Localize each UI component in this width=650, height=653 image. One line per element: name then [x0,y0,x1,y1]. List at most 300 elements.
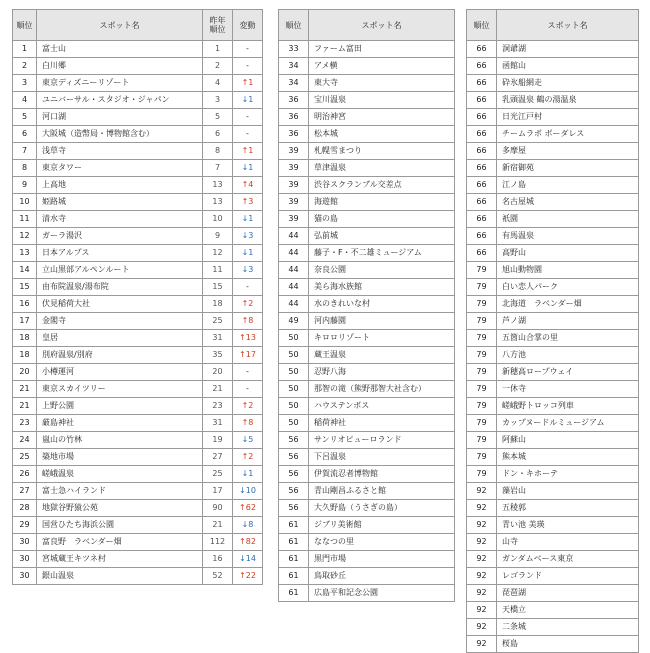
spot-name-cell: 日光江戸村 [497,109,639,126]
table-row [467,126,639,143]
rank-cell: 61 [279,517,309,534]
prev-rank-cell: 19 [203,432,233,449]
change-cell: ↑22 [233,568,263,585]
spot-name-cell: 二条城 [497,619,639,636]
table-row [467,534,639,551]
rank-cell: 79 [467,279,497,296]
rank-cell: 79 [467,296,497,313]
rank-cell: 5 [13,109,37,126]
prev-rank-cell: 31 [203,415,233,432]
rank-cell: 14 [13,262,37,279]
table-row [13,534,263,551]
spot-name-cell: 天橋立 [497,602,639,619]
rank-cell: 20 [13,364,37,381]
table-row [467,143,639,160]
rank-cell: 21 [13,398,37,415]
rank-cell: 79 [467,466,497,483]
rank-cell: 92 [467,602,497,619]
table-row [467,364,639,381]
spot-name-cell: 別府温泉/別府 [37,347,203,364]
table-row [13,364,263,381]
table-row [279,551,455,568]
spot-name-cell: ジブリ美術館 [309,517,455,534]
table-row [13,177,263,194]
table-row [467,75,639,92]
spot-name-cell: 有馬温泉 [497,228,639,245]
prev-rank-cell: 52 [203,568,233,585]
spot-name-cell: 札幌雪まつり [309,143,455,160]
rank-cell: 79 [467,449,497,466]
spot-name-cell: 新穂高ロープウェイ [497,364,639,381]
rank-cell: 39 [279,194,309,211]
rank-cell: 44 [279,279,309,296]
spot-name-cell: キロロリゾート [309,330,455,347]
spot-name-cell: 河内藤園 [309,313,455,330]
rank-cell: 56 [279,432,309,449]
spot-name-cell: 五稜郭 [497,500,639,517]
prev-rank-cell: 6 [203,126,233,143]
spot-name-cell: 広島平和記念公園 [309,585,455,602]
spot-name-cell: 忍野八海 [309,364,455,381]
spot-name-cell: 築地市場 [37,449,203,466]
rank-cell: 44 [279,228,309,245]
table-row [467,262,639,279]
spot-name-cell: カップヌードルミュージアム [497,415,639,432]
table-row [279,534,455,551]
rank-cell: 61 [279,551,309,568]
spot-name-cell: 水のきれいな村 [309,296,455,313]
spot-name-cell: 東京タワー [37,160,203,177]
spot-name-cell: 東京ディズニーリゾート [37,75,203,92]
rank-cell: 36 [279,109,309,126]
table-row [13,194,263,211]
table-row [13,262,263,279]
table-row [279,279,455,296]
change-cell: ↓1 [233,245,263,262]
table-row [467,636,639,653]
rank-cell: 30 [13,534,37,551]
spot-name-cell: 那智の滝（熊野那智大社含む） [309,381,455,398]
table-row [13,432,263,449]
spot-name-cell: 砕氷船網走 [497,75,639,92]
spot-name-cell: ドン・キホーテ [497,466,639,483]
table-row [279,160,455,177]
table-row [279,500,455,517]
rank-cell: 56 [279,500,309,517]
rank-cell: 50 [279,364,309,381]
table-row [467,500,639,517]
ranking-table-3 [466,9,639,653]
spot-name-cell: 伊賀流忍者博物館 [309,466,455,483]
spot-name-cell: サンリオピューロランド [309,432,455,449]
spot-name-cell: ファーム富田 [309,41,455,58]
table-row [279,58,455,75]
table-row [13,228,263,245]
spot-name-cell: 新宿御苑 [497,160,639,177]
rank-cell: 4 [13,92,37,109]
change-cell: - [233,279,263,296]
table-row [13,109,263,126]
spot-name-cell: 藤子・F・不二雄ミュージアム [309,245,455,262]
rank-cell: 7 [13,143,37,160]
spot-name-cell: 一休寺 [497,381,639,398]
table-row [13,41,263,58]
spot-name-cell: 小樽運河 [37,364,203,381]
table-header-row [279,10,455,41]
ranking-table-2 [278,9,455,602]
rank-cell: 39 [279,177,309,194]
prev-rank-cell: 20 [203,364,233,381]
table-row [13,381,263,398]
rank-cell: 50 [279,415,309,432]
prev-rank-cell: 15 [203,279,233,296]
spot-name-cell: 江ノ島 [497,177,639,194]
change-cell: - [233,381,263,398]
prev-rank-cell: 25 [203,313,233,330]
table-row [467,194,639,211]
rank-cell: 92 [467,500,497,517]
spot-name-cell: 猫の島 [309,211,455,228]
table-row [279,364,455,381]
rank-header: 順位 [467,10,497,41]
change-cell: ↑3 [233,194,263,211]
spot-name-cell: 下呂温泉 [309,449,455,466]
rank-cell: 66 [467,126,497,143]
change-cell: ↓1 [233,466,263,483]
change-cell: ↑2 [233,296,263,313]
rank-cell: 66 [467,228,497,245]
spot-name-cell: 鳥取砂丘 [309,568,455,585]
rank-cell: 30 [13,568,37,585]
rank-cell: 66 [467,41,497,58]
rank-cell: 44 [279,262,309,279]
rank-cell: 21 [13,381,37,398]
table-row [13,211,263,228]
change-cell: ↓10 [233,483,263,500]
table-row [279,262,455,279]
spot-name-cell: ハウステンボス [309,398,455,415]
spot-name-cell: ガンダムベース東京 [497,551,639,568]
rank-cell: 79 [467,364,497,381]
table-row [13,517,263,534]
spot-name-cell: ガーラ湯沢 [37,228,203,245]
spot-name-cell: 美ら海水族館 [309,279,455,296]
table-row [13,279,263,296]
prev-rank-cell: 21 [203,517,233,534]
table-row [279,143,455,160]
table-row [467,449,639,466]
rank-cell: 36 [279,126,309,143]
rank-cell: 11 [13,211,37,228]
table-row [13,143,263,160]
rank-cell: 66 [467,245,497,262]
table-row [279,75,455,92]
rank-cell: 66 [467,143,497,160]
rank-cell: 66 [467,211,497,228]
rank-cell: 39 [279,211,309,228]
table-row [279,330,455,347]
table-row [279,466,455,483]
prev-rank-cell: 13 [203,194,233,211]
table-row [279,381,455,398]
table-header-row [467,10,639,41]
spot-name-cell: 洞爺湖 [497,41,639,58]
spot-name-cell: 草津温泉 [309,160,455,177]
spot-name-cell: 奈良公園 [309,262,455,279]
table-row [467,517,639,534]
rank-cell: 39 [279,160,309,177]
change-cell: - [233,58,263,75]
spot-name-cell: 厳島神社 [37,415,203,432]
table-row [13,398,263,415]
rank-cell: 61 [279,568,309,585]
prev-rank-cell: 23 [203,398,233,415]
table-row [13,551,263,568]
rank-cell: 44 [279,245,309,262]
ranking-table-3-body [467,41,639,653]
table-row [467,381,639,398]
rank-cell: 66 [467,92,497,109]
rank-cell: 25 [13,449,37,466]
rank-cell: 79 [467,347,497,364]
table-row [467,313,639,330]
spot-name-cell: 高野山 [497,245,639,262]
rank-cell: 18 [13,330,37,347]
rank-cell: 92 [467,534,497,551]
ranking-table-1-body [13,41,263,585]
table-row [13,160,263,177]
prev-rank-cell: 13 [203,177,233,194]
table-row [467,602,639,619]
prev-rank-cell: 12 [203,245,233,262]
spot-name-cell: 銀山温泉 [37,568,203,585]
spot-name-cell: 海遊館 [309,194,455,211]
table-row [279,92,455,109]
change-cell: ↓1 [233,92,263,109]
spot-name-cell: 函館山 [497,58,639,75]
table-row [467,398,639,415]
table-row [467,177,639,194]
spot-name-cell: 東大寺 [309,75,455,92]
change-cell: - [233,364,263,381]
table-row [13,500,263,517]
table-row [467,211,639,228]
table-row [279,41,455,58]
prev-rank-cell: 112 [203,534,233,551]
spot-name-cell: 上高地 [37,177,203,194]
table-row [279,347,455,364]
rank-cell: 16 [13,296,37,313]
rank-cell: 66 [467,109,497,126]
spot-name-cell: 国営ひたち海浜公園 [37,517,203,534]
table-row [467,415,639,432]
rank-cell: 24 [13,432,37,449]
spot-name-cell: 嵯峨野トロッコ列車 [497,398,639,415]
table-row [13,449,263,466]
table-row [279,313,455,330]
prev-rank-cell: 4 [203,75,233,92]
spot-name-cell: 富良野 ラベンダー畑 [37,534,203,551]
change-cell: ↑4 [233,177,263,194]
rank-cell: 36 [279,92,309,109]
prev-rank-cell: 3 [203,92,233,109]
rank-cell: 15 [13,279,37,296]
rank-cell: 3 [13,75,37,92]
spot-name-cell: ななつの里 [309,534,455,551]
spot-name-cell: 富士急ハイランド [37,483,203,500]
table-row [279,432,455,449]
table-row [279,568,455,585]
rank-cell: 30 [13,551,37,568]
table-row [13,245,263,262]
rank-cell: 2 [13,58,37,75]
rank-cell: 79 [467,313,497,330]
rank-cell: 50 [279,330,309,347]
prev-rank-cell: 7 [203,160,233,177]
spot-header: スポット名 [309,10,455,41]
spot-name-cell: 金閣寺 [37,313,203,330]
prev-rank-cell: 1 [203,41,233,58]
table-row [13,347,263,364]
spot-name-cell: 渋谷スクランブル交差点 [309,177,455,194]
prev-rank-cell: 31 [203,330,233,347]
table-row [467,228,639,245]
rank-cell: 79 [467,432,497,449]
table-row [467,551,639,568]
table-row [467,296,639,313]
change-cell: ↓3 [233,228,263,245]
change-cell: ↓5 [233,432,263,449]
spot-name-cell: 黒門市場 [309,551,455,568]
table-row [467,92,639,109]
rank-cell: 17 [13,313,37,330]
rank-cell: 18 [13,347,37,364]
prev-rank-cell: 90 [203,500,233,517]
spot-name-cell: 宝川温泉 [309,92,455,109]
table-row [13,330,263,347]
table-row [467,160,639,177]
table-row [279,177,455,194]
rank-cell: 50 [279,381,309,398]
table-row [279,585,455,602]
spot-name-cell: 地獄谷野猿公苑 [37,500,203,517]
table-row [279,194,455,211]
spot-name-cell: 白川郷 [37,58,203,75]
prev-rank-cell: 11 [203,262,233,279]
rank-cell: 13 [13,245,37,262]
rank-cell: 92 [467,636,497,653]
spot-name-cell: 由布院温泉/湯布院 [37,279,203,296]
change-cell: ↑8 [233,313,263,330]
change-cell: ↓1 [233,211,263,228]
spot-name-cell: 琵琶湖 [497,585,639,602]
spot-name-cell: 阿蘇山 [497,432,639,449]
rank-cell: 50 [279,398,309,415]
rank-cell: 26 [13,466,37,483]
change-cell: - [233,126,263,143]
prev-rank-cell: 16 [203,551,233,568]
spot-name-cell: 芦ノ湖 [497,313,639,330]
spot-name-cell: 浅草寺 [37,143,203,160]
table-row [279,126,455,143]
change-cell: ↑1 [233,75,263,92]
rank-cell: 92 [467,619,497,636]
rank-cell: 79 [467,262,497,279]
spot-name-cell: 明治神宮 [309,109,455,126]
ranking-table-1 [12,9,263,585]
change-cell: ↓8 [233,517,263,534]
spot-name-cell: 皇居 [37,330,203,347]
rank-cell: 61 [279,585,309,602]
table-row [13,126,263,143]
table-row [279,449,455,466]
table-row [467,483,639,500]
table-row [13,92,263,109]
spot-name-cell: 清水寺 [37,211,203,228]
table-row [279,483,455,500]
rank-cell: 27 [13,483,37,500]
table-row [13,568,263,585]
spot-name-cell: 桜島 [497,636,639,653]
spot-name-cell: 北海道 ラベンダー畑 [497,296,639,313]
change-cell: ↑13 [233,330,263,347]
table-row [13,466,263,483]
table-row [13,58,263,75]
rank-cell: 92 [467,585,497,602]
rank-cell: 66 [467,194,497,211]
spot-name-cell: 五箇山合掌の里 [497,330,639,347]
table-row [467,347,639,364]
table-row [279,517,455,534]
rank-cell: 39 [279,143,309,160]
prev-rank-cell: 17 [203,483,233,500]
spot-name-cell: 日本アルプス [37,245,203,262]
prev-rank-cell: 8 [203,143,233,160]
spot-name-cell: 松本城 [309,126,455,143]
spot-name-cell: 弘前城 [309,228,455,245]
spot-name-cell: チームラボ ボーダレス [497,126,639,143]
table-row [279,211,455,228]
rank-cell: 34 [279,75,309,92]
table-row [279,415,455,432]
table-row [279,296,455,313]
table-row [13,75,263,92]
spot-name-cell: 嵐山の竹林 [37,432,203,449]
spot-name-cell: 多摩屋 [497,143,639,160]
spot-header: スポット名 [37,10,203,41]
rank-cell: 44 [279,296,309,313]
table-header-row [13,10,263,41]
rank-cell: 79 [467,415,497,432]
change-cell: ↑62 [233,500,263,517]
change-cell: ↑17 [233,347,263,364]
change-cell: ↑2 [233,449,263,466]
spot-name-cell: 乳頭温泉 鶴の湯温泉 [497,92,639,109]
spot-name-cell: 大阪城（造幣局・博物館含む） [37,126,203,143]
rank-cell: 66 [467,58,497,75]
change-cell: ↑2 [233,398,263,415]
change-cell: ↑82 [233,534,263,551]
spot-name-cell: ユニバーサル・スタジオ・ジャパン [37,92,203,109]
rank-cell: 92 [467,568,497,585]
spot-name-cell: 旭山動物園 [497,262,639,279]
spot-name-cell: 嵯峨温泉 [37,466,203,483]
spot-name-cell: 稲荷神社 [309,415,455,432]
spot-name-cell: 藻岩山 [497,483,639,500]
prev-rank-cell: 25 [203,466,233,483]
table-row [13,483,263,500]
rank-cell: 8 [13,160,37,177]
